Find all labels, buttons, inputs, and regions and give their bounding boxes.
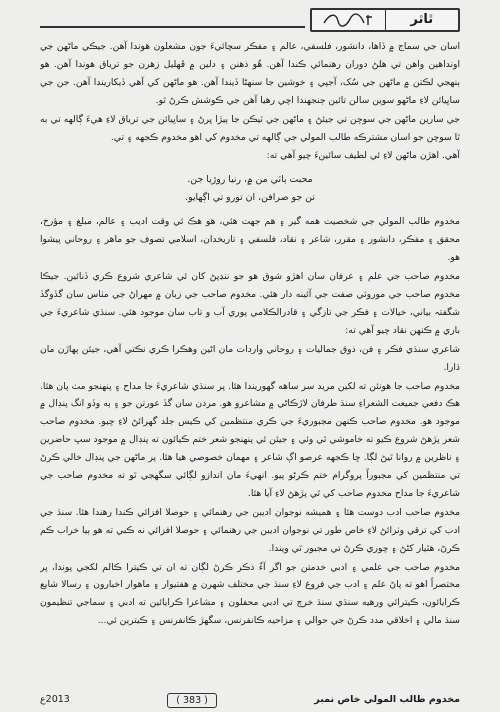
header-box <box>310 8 460 32</box>
paragraph: آهي. اهڙن ماڻهن لاءِ ئي لطيف سائينءَ چيو آهي ته: <box>266 150 460 162</box>
poem-verse <box>40 171 460 207</box>
magazine-title: مخدوم طالب المولي خاص نمبر <box>314 694 460 705</box>
section-title: ٿاثر <box>410 12 434 27</box>
paragraph: اسان جي سماج ۾ ڏاها، دانشور، فلسفي، عالم ۽ مفڪر سچائيءَ جون مشعلون هوندا آهن. جيڪي ماڻهن جي اونداهين واهن تي هلڻ دوران رهنمائي ڪندا آهن. هُو ذهنن ۽ دلين ۾ ڦهليل زهرن جو ترياق هوندا آهن. هو ٻنهجي لڪتن ۾ ماڻهن جي سُک، آجپي ۽ خوشين جا سنهڻا ڏيندا آهن. هو ماڻهن کي آهي ڏيکاريندا آهن. جن جي ساڀيائن لاءِ ماڻهو سوين سالن تائين ڄنجهندا اچي رهيا آهن جي ڪوشش ڪرڻ ٿو. <box>40 41 460 106</box>
quotation: شاعري سنڌي فڪر ۽ فن، ذوق جماليات ۽ روحاني واردات مان اڻين وهڪرا ڪري نڪتي آهي، جيئن پهاڙن مان ڌارا. <box>40 343 460 373</box>
paragraph: جي سارين ماڻهن جي سوچن تي جيئڻ ۽ ماڻهن جي ٽيڪن جا ٻيڙا ڀرڻ ۽ ساڀيائن جي ترياق لاءِ هيءَ ڳالهه تي به ٿا سوچن جو اسان مشترڪه طالب المولي جي ڳالهه تي مخدوم کي اهو مخدوم ڪجهه ۽ تي. <box>40 113 460 143</box>
paragraph: مخدوم صاحب ادب دوست هئا ۽ هميشه نوجوان اديبن جي رهنمائي ۽ حوصلا افزائي ڪندا رهندا هئا. سنڌ جي ادب کي ترقي وٺرائڻ لاءِ خاص طور تي نوجوان اديبن جي رهنمائي ۽ حوصلا افزائي نه ڪبي ته هو ٻيا خراب ڪم ڪرڻ، هٿيار کڻڻ ۽ چوري ڪرڻ تي مجبور ٿي ويندا. <box>40 506 460 554</box>
header-rule <box>40 26 305 28</box>
paragraph: مخدوم صاحب جا هونئن ته لکين مريد سر ساهه گهوريندا هئا. پر سنڌي شاعريءَ جا مداح ۽ پنهنجو مٺ پان هئا. هڪ دفعي جميعت الشعراءِ سنڌ طرفان لاڙڪاڻي ۾ مشاعرو هو. مردن سان گڏ عورتن جو ۽ ٻه وڏو انگ پنڊال ۾ موجود هو. مخدوم صاحب ڪنهن مجبوريءَ جي ڪري منتظمين کي ڪيس جلد گهرائڻ لاءِ چيو. مخدوم صاحب شعر پڙهڻ شروع ڪيو ته خاموشي ٿي وئي ۽ جيئن ئي پنهنجو شعر ختم ڪيائون ته پنڊال ۾ موجود سڀ حاضرين ۽ ناظرين ۾ روانا ٿيڻ لڳا. ڇا ڪجهه عرصو اڳ شاعر ۽ مهمان خصوصي هيا هئا. پر ماڻهن جي پنڊال خالي ڪرڻ تي منتظمين کي مجبوراً پروگرام ختم ڪرڻو پيو. انهيءَ مان اندازو لڳائي سگهجي ٿو ته مخدوم صاحب جي شاعريءَ جا مداح مخدوم صاحب کي ٿي پڙهڻ لاءِ آيا هئا. <box>40 380 460 499</box>
paragraph: مخدوم صاحب جي علمي ۽ ادبي خدمتن جو اگر آءٌ ذڪر ڪرڻ لڳان ته ان تي ڪيترا ڪالم لکجي پوندا، پر مختصراً اهو ته پاڻ علم ۽ ادب جي فروغ لاءِ سنڌ جي مختلف شهرن ۾ هفتيوار ۽ ماهوار اخبارون ۽ رسالا شايع ڪرايائون، ڪيترائي ورهيه سنڌي سنڌ خرچ تي ادبي محفلون ۽ مشاعرا ڪرايائين ته ادبي ۽ سماجي تنظيمون سنڌ مالي ۽ اخلاقي مدد ڪرڻ جي حوالي ۽ مزاحيه ڪانفرنس، سگهڙ ڪانفرنس ۽ ڪيترين ئي... <box>40 561 460 627</box>
paragraph: مخدوم صاحب جي علم ۽ عرفان سان اهڙو شوق هو جو ننڍپڻ کان ئي شاعري شروع ڪري ڏنائين. جيڪا مخدوم صاحب جي موروثي صفت جي آئينه دار هئي. مخدوم صاحب جي زبان ۾ مهراڻ جي مٺاس سان گڏوگڏ شگفتہ بياني، خيالات ۽ فڪر جي تازگي ۽ قادرالڪلامي پوري آب و تاب سان موجود هئي. سنڌي شاعريءَ جي باري ۾ ڪنهن نقاد چيو آهي ته: <box>40 271 460 336</box>
page-footer <box>40 692 460 708</box>
poem-line: تن جو صرافن، ان تورو تي اڳهايو. <box>185 192 315 204</box>
paragraph: مخدوم طالب المولي جي شخصيت همه گير ۽ هم جهت هئي، هو هڪ ئي وقت اديب ۽ عالم، مبلغ ۽ مؤرخ، محقق ۽ مفڪر، دانشور ۽ مقرر، شاعر ۽ نقاد، فلسفي ۽ تاريخدان، اسلامي تصوف جو ماهر ۽ روحاني پيشوا هو. <box>40 216 460 264</box>
footer-year: 2013ع <box>40 694 70 705</box>
magazine-logo <box>312 10 386 30</box>
poem-line: محبت ٻاٽي من ۾، رنيا روڙيا جن. <box>187 174 313 186</box>
page-number: ( 383 ) <box>167 693 217 708</box>
calligraphy-logo-icon <box>320 11 376 29</box>
page-header <box>40 8 460 34</box>
article-body <box>40 38 460 690</box>
